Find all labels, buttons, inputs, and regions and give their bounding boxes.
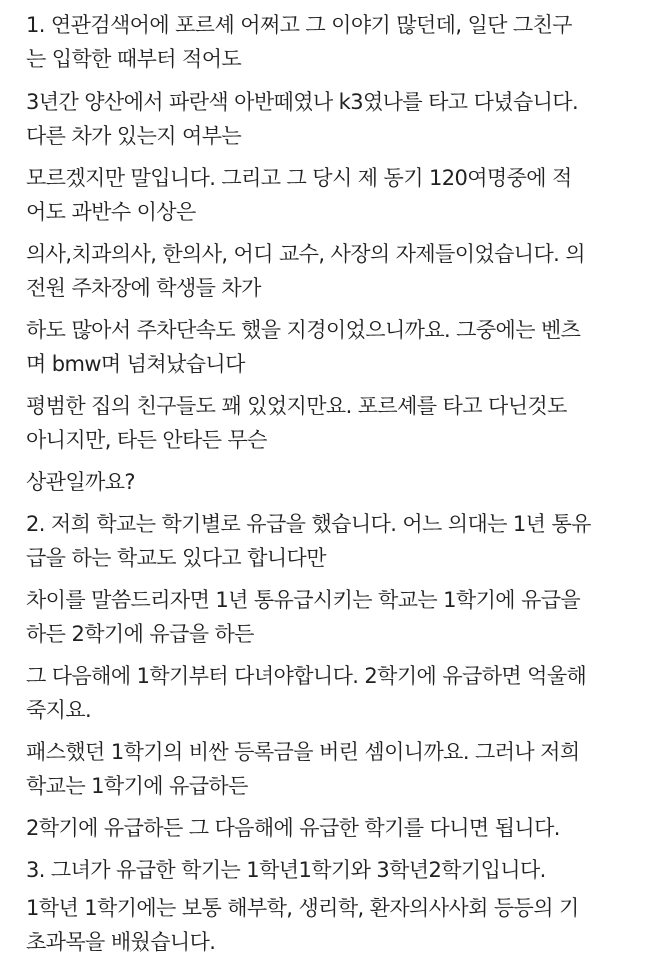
text-line: 며 bmw며 넘쳐났습니다: [26, 352, 245, 376]
text-line: 모르겠지만 말입니다. 그리고 그 당시 제 동기 120여명중에 적: [26, 166, 572, 190]
text-line: 2. 저희 학교는 학기별로 유급을 했습니다. 어느 의대는 1년 통유: [26, 512, 591, 536]
paragraph: [26, 583, 641, 651]
paragraph: [26, 8, 641, 76]
text-line: 2학기에 유급하든 그 다음해에 유급한 학기를 다니면 됩니다.: [26, 816, 560, 840]
text-line: 급을 하는 학교도 있다고 합니다만: [26, 546, 326, 570]
text-line: 상관일까요?: [26, 470, 135, 494]
paragraph: [26, 659, 641, 727]
paragraph: [26, 389, 641, 457]
paragraph: [26, 811, 641, 845]
text-line: 어도 과반수 이상은: [26, 200, 196, 224]
text-line: 는 입학한 때부터 적어도: [26, 47, 242, 71]
text-line: 의사,치과의사, 한의사, 어디 교수, 사장의 자제들이었습니다. 의: [26, 242, 585, 266]
text-line: 평범한 집의 친구들도 꽤 있었지만요. 포르셰를 타고 다닌것도: [26, 394, 567, 418]
paragraph: [26, 85, 641, 153]
text-line: 하도 많아서 주차단속도 했을 지경이었으니까요. 그중에는 벤츠: [26, 318, 581, 342]
text-line: 죽지요.: [26, 698, 92, 722]
text-line: 아니지만, 타든 안타든 무슨: [26, 428, 267, 452]
paragraph: [26, 507, 641, 575]
paragraph: [26, 313, 641, 381]
text-line: 패스했던 1학기의 비싼 등록금을 버린 셈이니까요. 그러나 저희: [26, 740, 580, 764]
text-line: 초과목을 배웠습니다.: [26, 930, 216, 954]
text-line: 1학년 1학기에는 보통 해부학, 생리학, 환자의사사회 등등의 기: [26, 896, 579, 920]
text-line: 하든 2학기에 유급을 하든: [26, 622, 254, 646]
paragraph: [26, 735, 641, 803]
paragraph: [26, 161, 641, 229]
text-line: 다른 차가 있는지 여부는: [26, 124, 242, 148]
text-line: 차이를 말씀드리자면 1년 통유급시키는 학교는 1학기에 유급을: [26, 588, 581, 612]
paragraph: [26, 853, 641, 887]
text-line: 전원 주차장에 학생들 차가: [26, 276, 261, 300]
text-line: 3년간 양산에서 파란색 아반떼였나 k3였나를 타고 다녔습니다.: [26, 90, 579, 114]
paragraph: [26, 891, 641, 959]
paragraph: [26, 465, 641, 499]
paragraph: [26, 237, 641, 305]
text-line: 그 다음해에 1학기부터 다녀야합니다. 2학기에 유급하면 억울해: [26, 664, 587, 688]
text-line: 3. 그녀가 유급한 학기는 1학년1학기와 3학년2학기입니다.: [26, 858, 546, 882]
text-line: 학교는 1학기에 유급하든: [26, 774, 248, 798]
text-line: 1. 연관검색어에 포르셰 어쩌고 그 이야기 많던데, 일단 그친구: [26, 13, 572, 37]
